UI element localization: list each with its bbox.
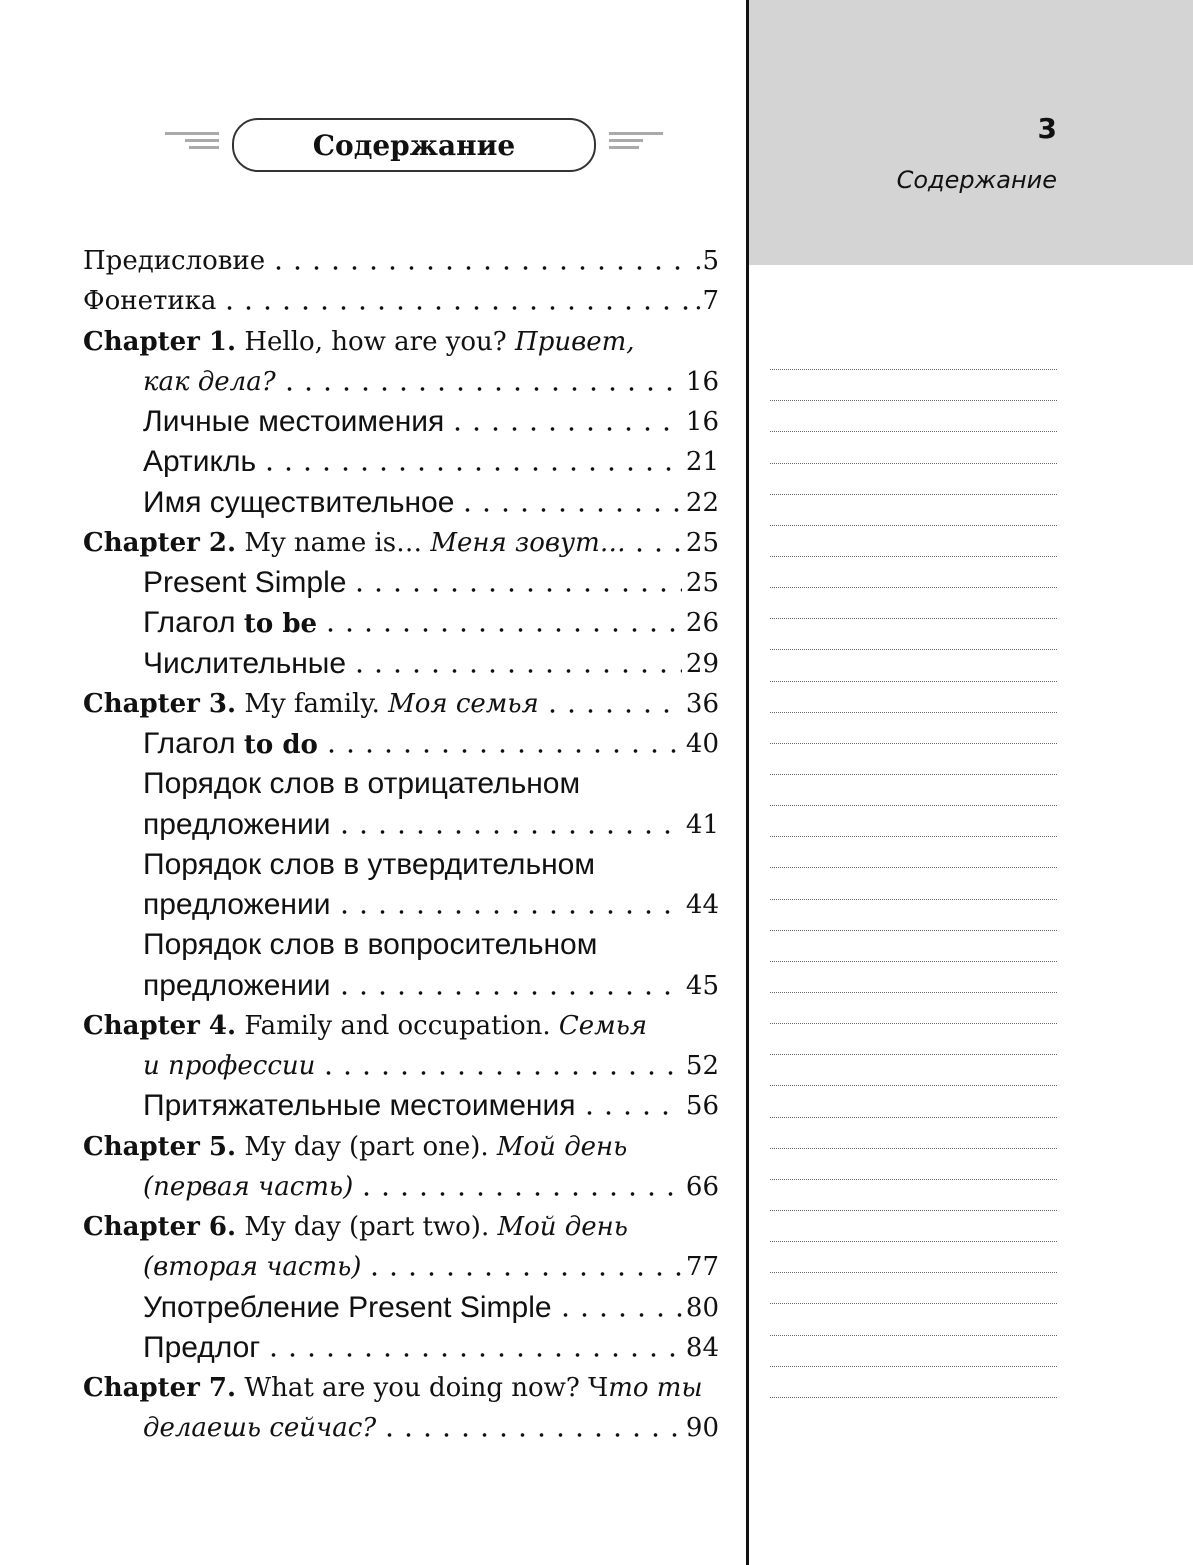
header-panel (749, 0, 1193, 265)
page-ref: 77 (685, 1252, 719, 1283)
dot-leader (357, 1174, 682, 1200)
section-label: Порядок слов в утвердительном (143, 847, 595, 881)
chapter-title-ru: и профессии (143, 1051, 316, 1082)
note-line (770, 1023, 1057, 1055)
note-line (770, 1117, 1057, 1149)
toc-section[interactable] (83, 603, 719, 643)
page-ref: 16 (685, 366, 719, 397)
note-line (770, 369, 1057, 401)
toc-chapter-1-line2[interactable] (83, 362, 719, 402)
decorative-lines-left (165, 132, 219, 153)
section-term: to be (243, 609, 318, 640)
dot-leader (264, 1335, 682, 1361)
page-ref: 44 (685, 890, 719, 921)
toc-chapter-7-line2[interactable] (83, 1408, 719, 1448)
section-label: Порядок слов в отрицательном (143, 767, 581, 801)
note-line (770, 899, 1057, 931)
note-line (770, 1241, 1057, 1273)
toc-chapter-4-line2[interactable] (83, 1046, 719, 1086)
toc-section-line1[interactable] (83, 764, 719, 804)
note-line (770, 494, 1057, 526)
note-line (770, 992, 1057, 1024)
note-line (770, 743, 1057, 775)
dot-leader (556, 1295, 682, 1321)
dot-leader (269, 248, 690, 274)
chapter-number: Chapter 2. (83, 527, 237, 558)
entry-label: Фонетика (83, 286, 217, 317)
dot-leader (321, 610, 682, 636)
toc-section-line2[interactable] (83, 885, 719, 925)
toc-section-line1[interactable] (83, 845, 719, 885)
page-ref: 16 (685, 407, 719, 438)
dot-leader (319, 1053, 682, 1079)
dot-leader (335, 892, 682, 918)
chapter-number: Chapter 4. (83, 1010, 237, 1041)
contents-heading (165, 118, 663, 172)
page-ref: 26 (685, 608, 719, 639)
title-frame (232, 118, 596, 172)
dot-leader (220, 288, 690, 314)
section-label: Артикль (143, 445, 257, 479)
section-term: to do (243, 730, 318, 761)
dot-leader (350, 651, 682, 677)
page-ref: 29 (685, 648, 719, 679)
toc-section[interactable] (83, 644, 719, 684)
toc-section[interactable] (83, 442, 719, 482)
chapter-title-ru: делаешь сейчас? (143, 1413, 377, 1444)
section-label: Личные местоимения (143, 405, 445, 439)
section-label: Имя существительное (143, 485, 455, 519)
note-line (770, 1303, 1057, 1335)
toc-section[interactable] (83, 1288, 719, 1328)
decorative-lines-right (609, 132, 663, 153)
toc-section-line1[interactable] (83, 925, 719, 965)
toc-section[interactable] (83, 483, 719, 523)
note-line (770, 930, 1057, 962)
toc-chapter-2[interactable] (83, 523, 719, 563)
dot-leader (280, 369, 682, 395)
toc-chapter-6-line2[interactable] (83, 1247, 719, 1287)
chapter-title-ru: как дела? (143, 366, 276, 397)
chapter-number: Chapter 7. (83, 1373, 237, 1404)
page-ref: 52 (685, 1051, 719, 1082)
chapter-title-en: Family and occupation. (244, 1010, 551, 1041)
note-line (770, 774, 1057, 806)
section-label: Порядок слов в вопросительном (143, 928, 598, 962)
chapter-title-ru: Моя семья (388, 688, 539, 719)
chapter-title-ru: Меня зовут… (430, 527, 626, 558)
toc-chapter-5-line2[interactable] (83, 1167, 719, 1207)
page-ref: 45 (685, 970, 719, 1001)
chapter-title-en: My name is… (244, 527, 423, 558)
chapter-title-en: What are you doing now? (244, 1373, 580, 1404)
chapter-title-en: My family. (244, 688, 380, 719)
chapter-title-ru: Мой день (497, 1212, 628, 1243)
note-line (770, 431, 1057, 463)
page-ref: 36 (685, 688, 719, 719)
note-line (770, 1085, 1057, 1117)
page-ref: 56 (685, 1091, 719, 1122)
chapter-title-en: My day (part two). (244, 1212, 490, 1243)
notes-lines (770, 339, 1057, 1398)
toc-entry-phonetics[interactable] (83, 281, 719, 321)
toc-chapter-6-line1[interactable] (83, 1207, 719, 1247)
section-label: Числительные (143, 646, 347, 680)
page-ref: 66 (685, 1171, 719, 1202)
toc-chapter-1-line1[interactable] (83, 322, 719, 362)
toc-section[interactable] (83, 1086, 719, 1126)
note-line (770, 587, 1057, 619)
note-line (770, 338, 1057, 370)
page-ref: 22 (685, 487, 719, 518)
chapter-number: Chapter 1. (83, 326, 237, 357)
page-ref: 25 (685, 568, 719, 599)
note-line (770, 1179, 1057, 1211)
dot-leader (350, 570, 681, 596)
note-line (770, 556, 1057, 588)
page-ref: .7 (694, 286, 719, 317)
table-of-contents (83, 241, 719, 1449)
note-line (770, 1335, 1057, 1367)
section-label: Притяжательные местоимения (143, 1089, 576, 1123)
chapter-title-ru: (первая часть) (143, 1171, 354, 1202)
section-label: Present Simple (143, 566, 347, 600)
note-line (770, 805, 1057, 837)
dot-leader (260, 449, 682, 475)
chapter-title-en: My day (part one). (244, 1131, 489, 1162)
dot-leader (458, 490, 682, 516)
page-ref: 84 (685, 1332, 719, 1363)
note-line (770, 712, 1057, 744)
dot-leader (380, 1415, 682, 1441)
toc-section[interactable] (83, 724, 719, 764)
page-ref: 80 (685, 1292, 719, 1323)
page-ref: 21 (685, 447, 719, 478)
toc-chapter-3[interactable] (83, 684, 719, 724)
dot-leader (335, 973, 682, 999)
section-label: Предлог (143, 1330, 261, 1364)
note-line (770, 525, 1057, 557)
note-line (770, 1366, 1057, 1398)
section-label: предложении (143, 968, 331, 1002)
page-title: Содержание (312, 128, 516, 162)
dot-leader (335, 812, 682, 838)
section-label: Глагол (143, 606, 236, 640)
note-line (770, 1148, 1057, 1180)
page-ref: 90 (685, 1413, 719, 1444)
chapter-number: Chapter 5. (83, 1131, 237, 1162)
toc-chapter-5-line1[interactable] (83, 1127, 719, 1167)
toc-section-line2[interactable] (83, 966, 719, 1006)
chapter-number: Chapter 6. (83, 1212, 237, 1243)
dot-leader (543, 691, 682, 717)
note-line (770, 1054, 1057, 1086)
toc-section[interactable] (83, 1328, 719, 1368)
chapter-title-ru: то ты (608, 1373, 703, 1404)
dot-leader (322, 731, 682, 757)
chapter-title-ru: Мой день (496, 1131, 628, 1162)
chapter-title-ru: Привет, (515, 326, 635, 357)
page-number: 3 (1037, 112, 1057, 145)
toc-section-line2[interactable] (83, 805, 719, 845)
dot-leader (365, 1254, 682, 1280)
section-label: Глагол (143, 727, 236, 761)
note-line (770, 836, 1057, 868)
note-line (770, 867, 1057, 899)
dot-leader (630, 530, 682, 556)
page-ref: 41 (685, 809, 719, 840)
toc-section[interactable] (83, 563, 719, 603)
chapter-title-ru: (вторая часть) (143, 1252, 362, 1283)
toc-chapter-4-line1[interactable] (83, 1006, 719, 1046)
toc-chapter-7-line1[interactable] (83, 1368, 719, 1408)
page-ref: 40 (685, 729, 719, 760)
note-line (770, 400, 1057, 432)
dot-leader (448, 409, 682, 435)
entry-label: Предисловие (83, 246, 266, 277)
page-ref: 25 (685, 527, 719, 558)
note-line (770, 649, 1057, 681)
chapter-title-en: Hello, how are you? (244, 326, 507, 357)
note-line (770, 463, 1057, 495)
note-line (770, 681, 1057, 713)
note-line (770, 1210, 1057, 1242)
chapter-title-ru: Семья (558, 1010, 648, 1041)
chapter-title-ru-start: Ч (588, 1373, 609, 1404)
section-label: предложении (143, 807, 331, 841)
page-ref: .5 (694, 246, 719, 277)
toc-entry-preface[interactable] (83, 241, 719, 281)
dot-leader (580, 1093, 682, 1119)
note-line (770, 618, 1057, 650)
toc-section[interactable] (83, 402, 719, 442)
running-title: Содержание (896, 166, 1057, 194)
note-line (770, 961, 1057, 993)
note-line (770, 1272, 1057, 1304)
chapter-number: Chapter 3. (83, 688, 237, 719)
section-label: предложении (143, 888, 331, 922)
section-label: Употребление Present Simple (143, 1290, 552, 1324)
